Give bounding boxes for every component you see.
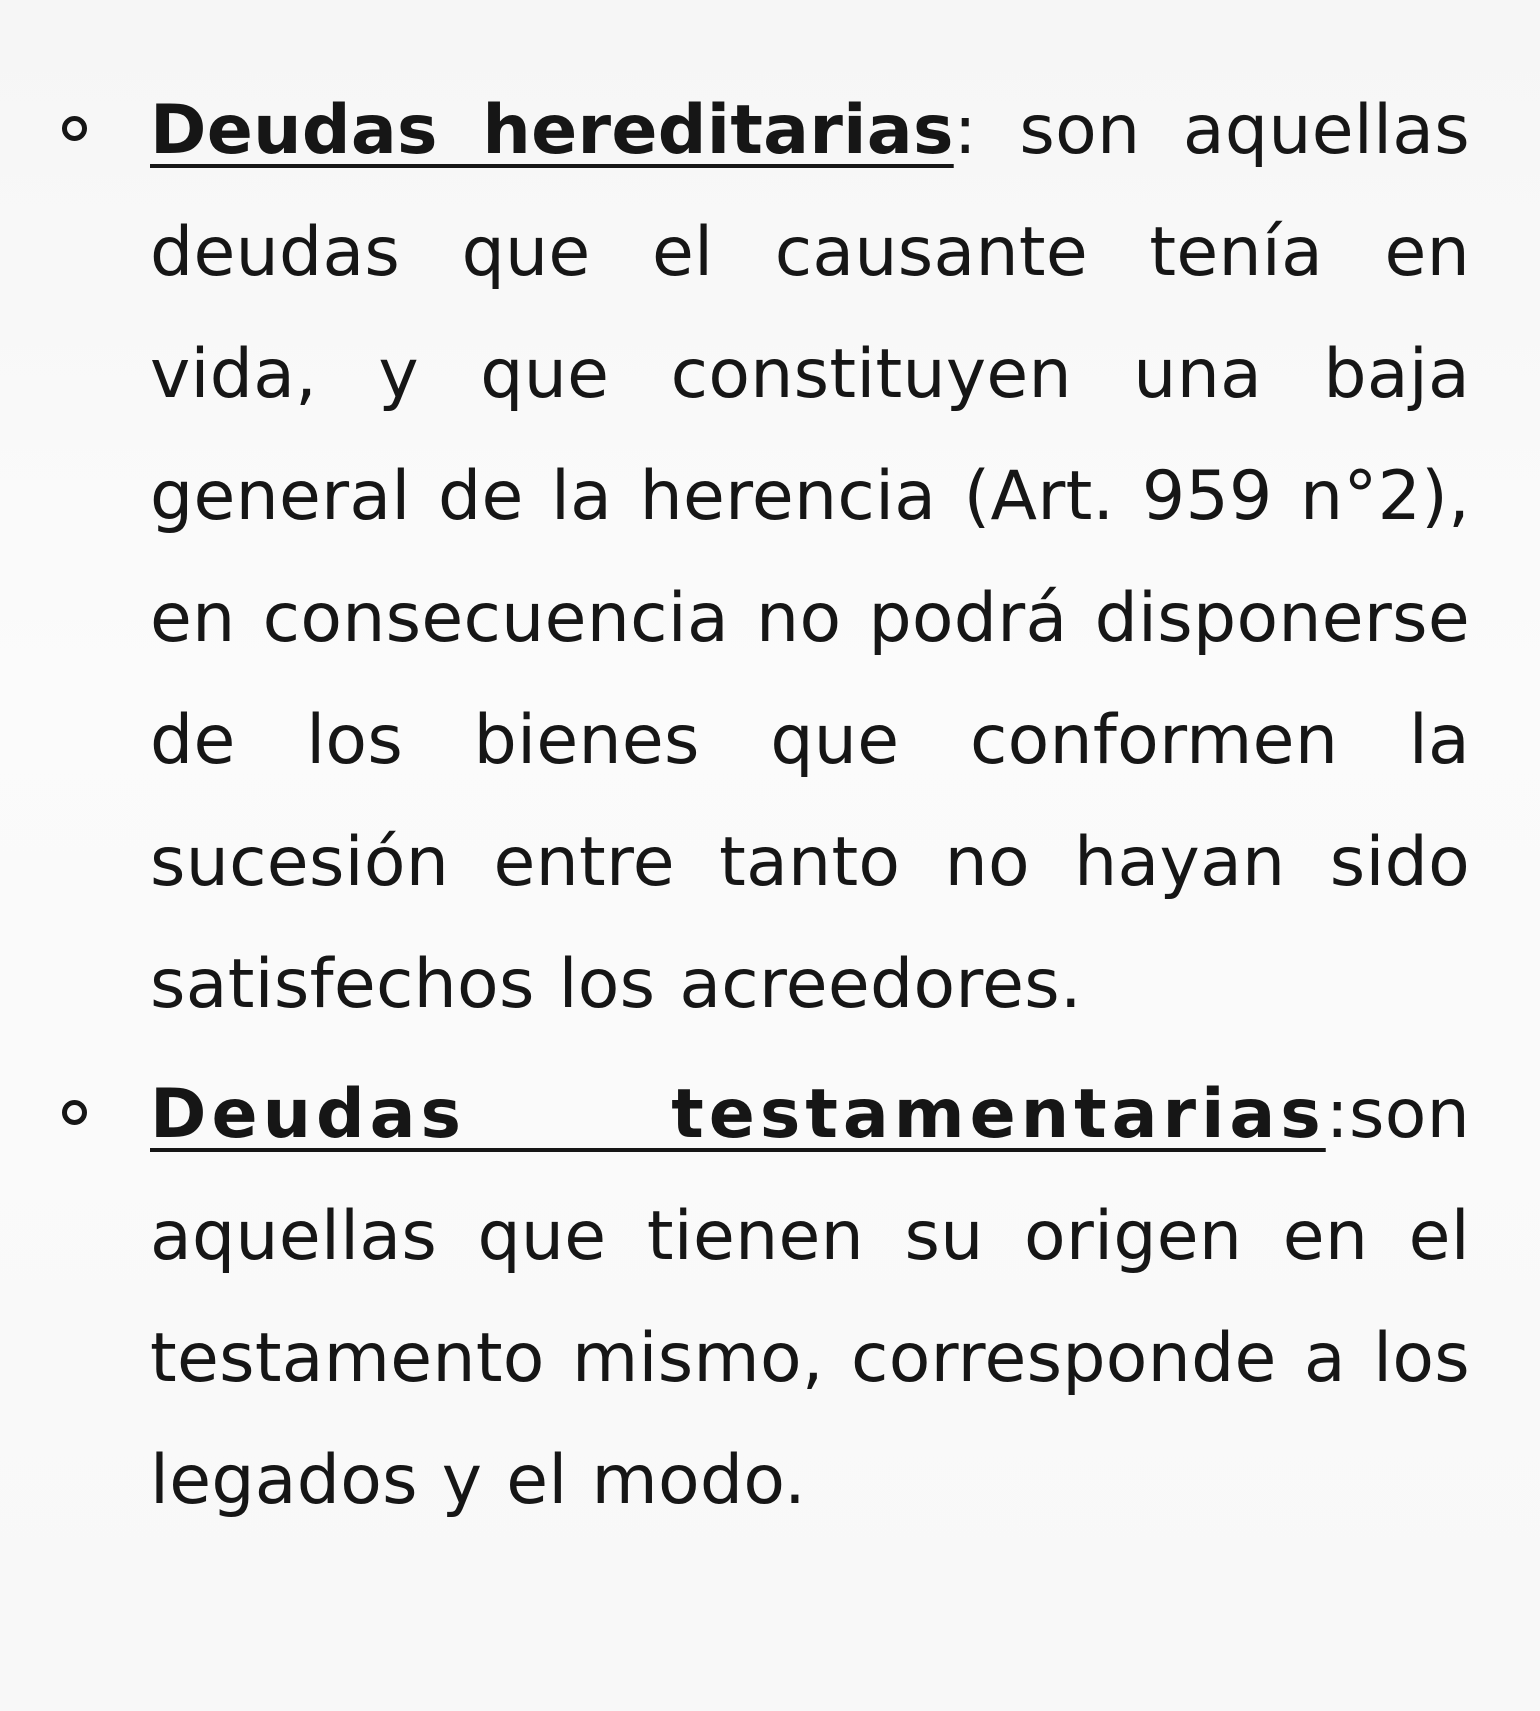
definition-term: Deudas hereditarias [150,91,954,170]
definition-text: son aquellas deudas que el causante tenía en vida, y que constituyen una baja general de la herencia (Art. 959 n°2), en consecuencia no podrá disponerse de los bienes que conformen la sucesión entre tanto no hayan sido satisfechos los acreedores. [150,91,1470,1024]
definition-term: Deudas testamentarias [150,1075,1326,1154]
term-separator: : [953,91,977,170]
hollow-circle-bullet-icon [62,116,87,141]
definition-list [62,70,1482,1542]
list-item-testamentary-debts [62,1054,1482,1542]
definition-paragraph [150,1054,1470,1542]
hollow-circle-bullet-icon [62,1100,87,1125]
term-separator: : [1325,1075,1349,1154]
definition-paragraph [150,70,1470,1046]
definition-text: son aquellas que tienen su origen en el testamento mismo, corresponde a los legados y el modo. [150,1075,1470,1520]
list-item-hereditary-debts [62,70,1482,1046]
